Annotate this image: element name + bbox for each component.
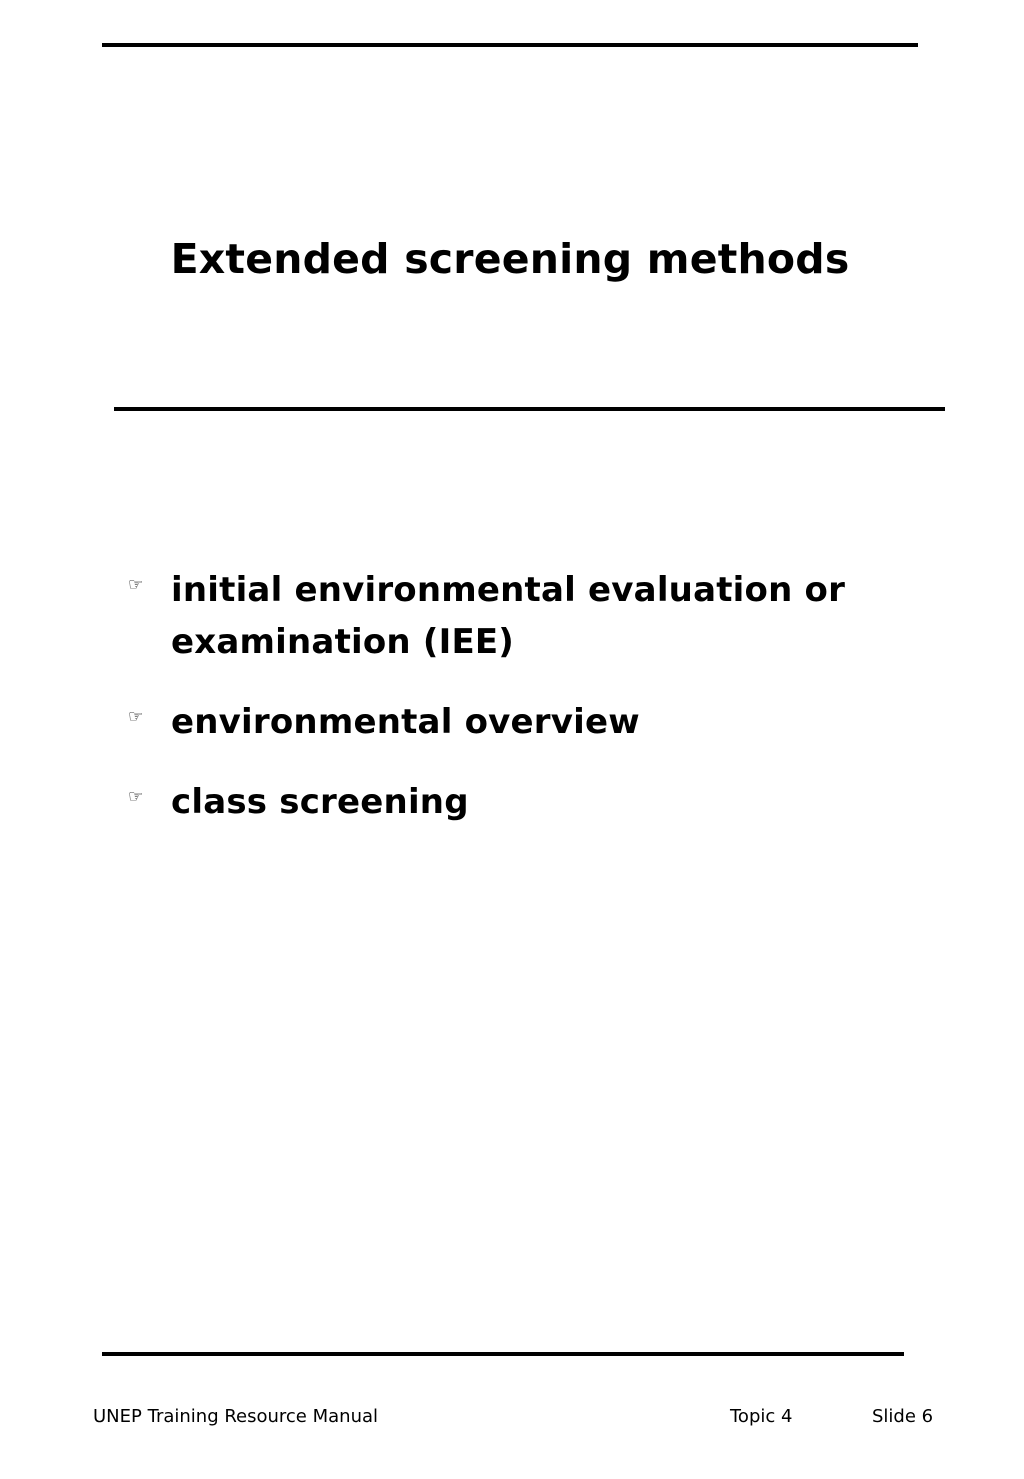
footer-manual-title: UNEP Training Resource Manual <box>93 1406 379 1427</box>
footer-slide-number: Slide 6 <box>872 1406 934 1427</box>
footer-topic: Topic 4 <box>730 1406 793 1427</box>
title-divider <box>114 407 945 411</box>
top-divider <box>102 43 918 47</box>
bullet-text: initial environmental evaluation or examination (IEE) <box>171 570 846 662</box>
pointing-hand-icon: ☞ <box>128 707 144 727</box>
bullet-text: environmental overview <box>171 702 640 742</box>
footer-divider <box>102 1352 904 1356</box>
list-item <box>128 696 888 748</box>
list-item <box>128 564 888 668</box>
list-item <box>128 776 888 828</box>
slide-title: Extended screening methods <box>170 235 850 284</box>
bullet-text: class screening <box>171 782 469 822</box>
pointing-hand-icon: ☞ <box>128 575 144 595</box>
bullet-list <box>128 564 888 856</box>
pointing-hand-icon: ☞ <box>128 787 144 807</box>
